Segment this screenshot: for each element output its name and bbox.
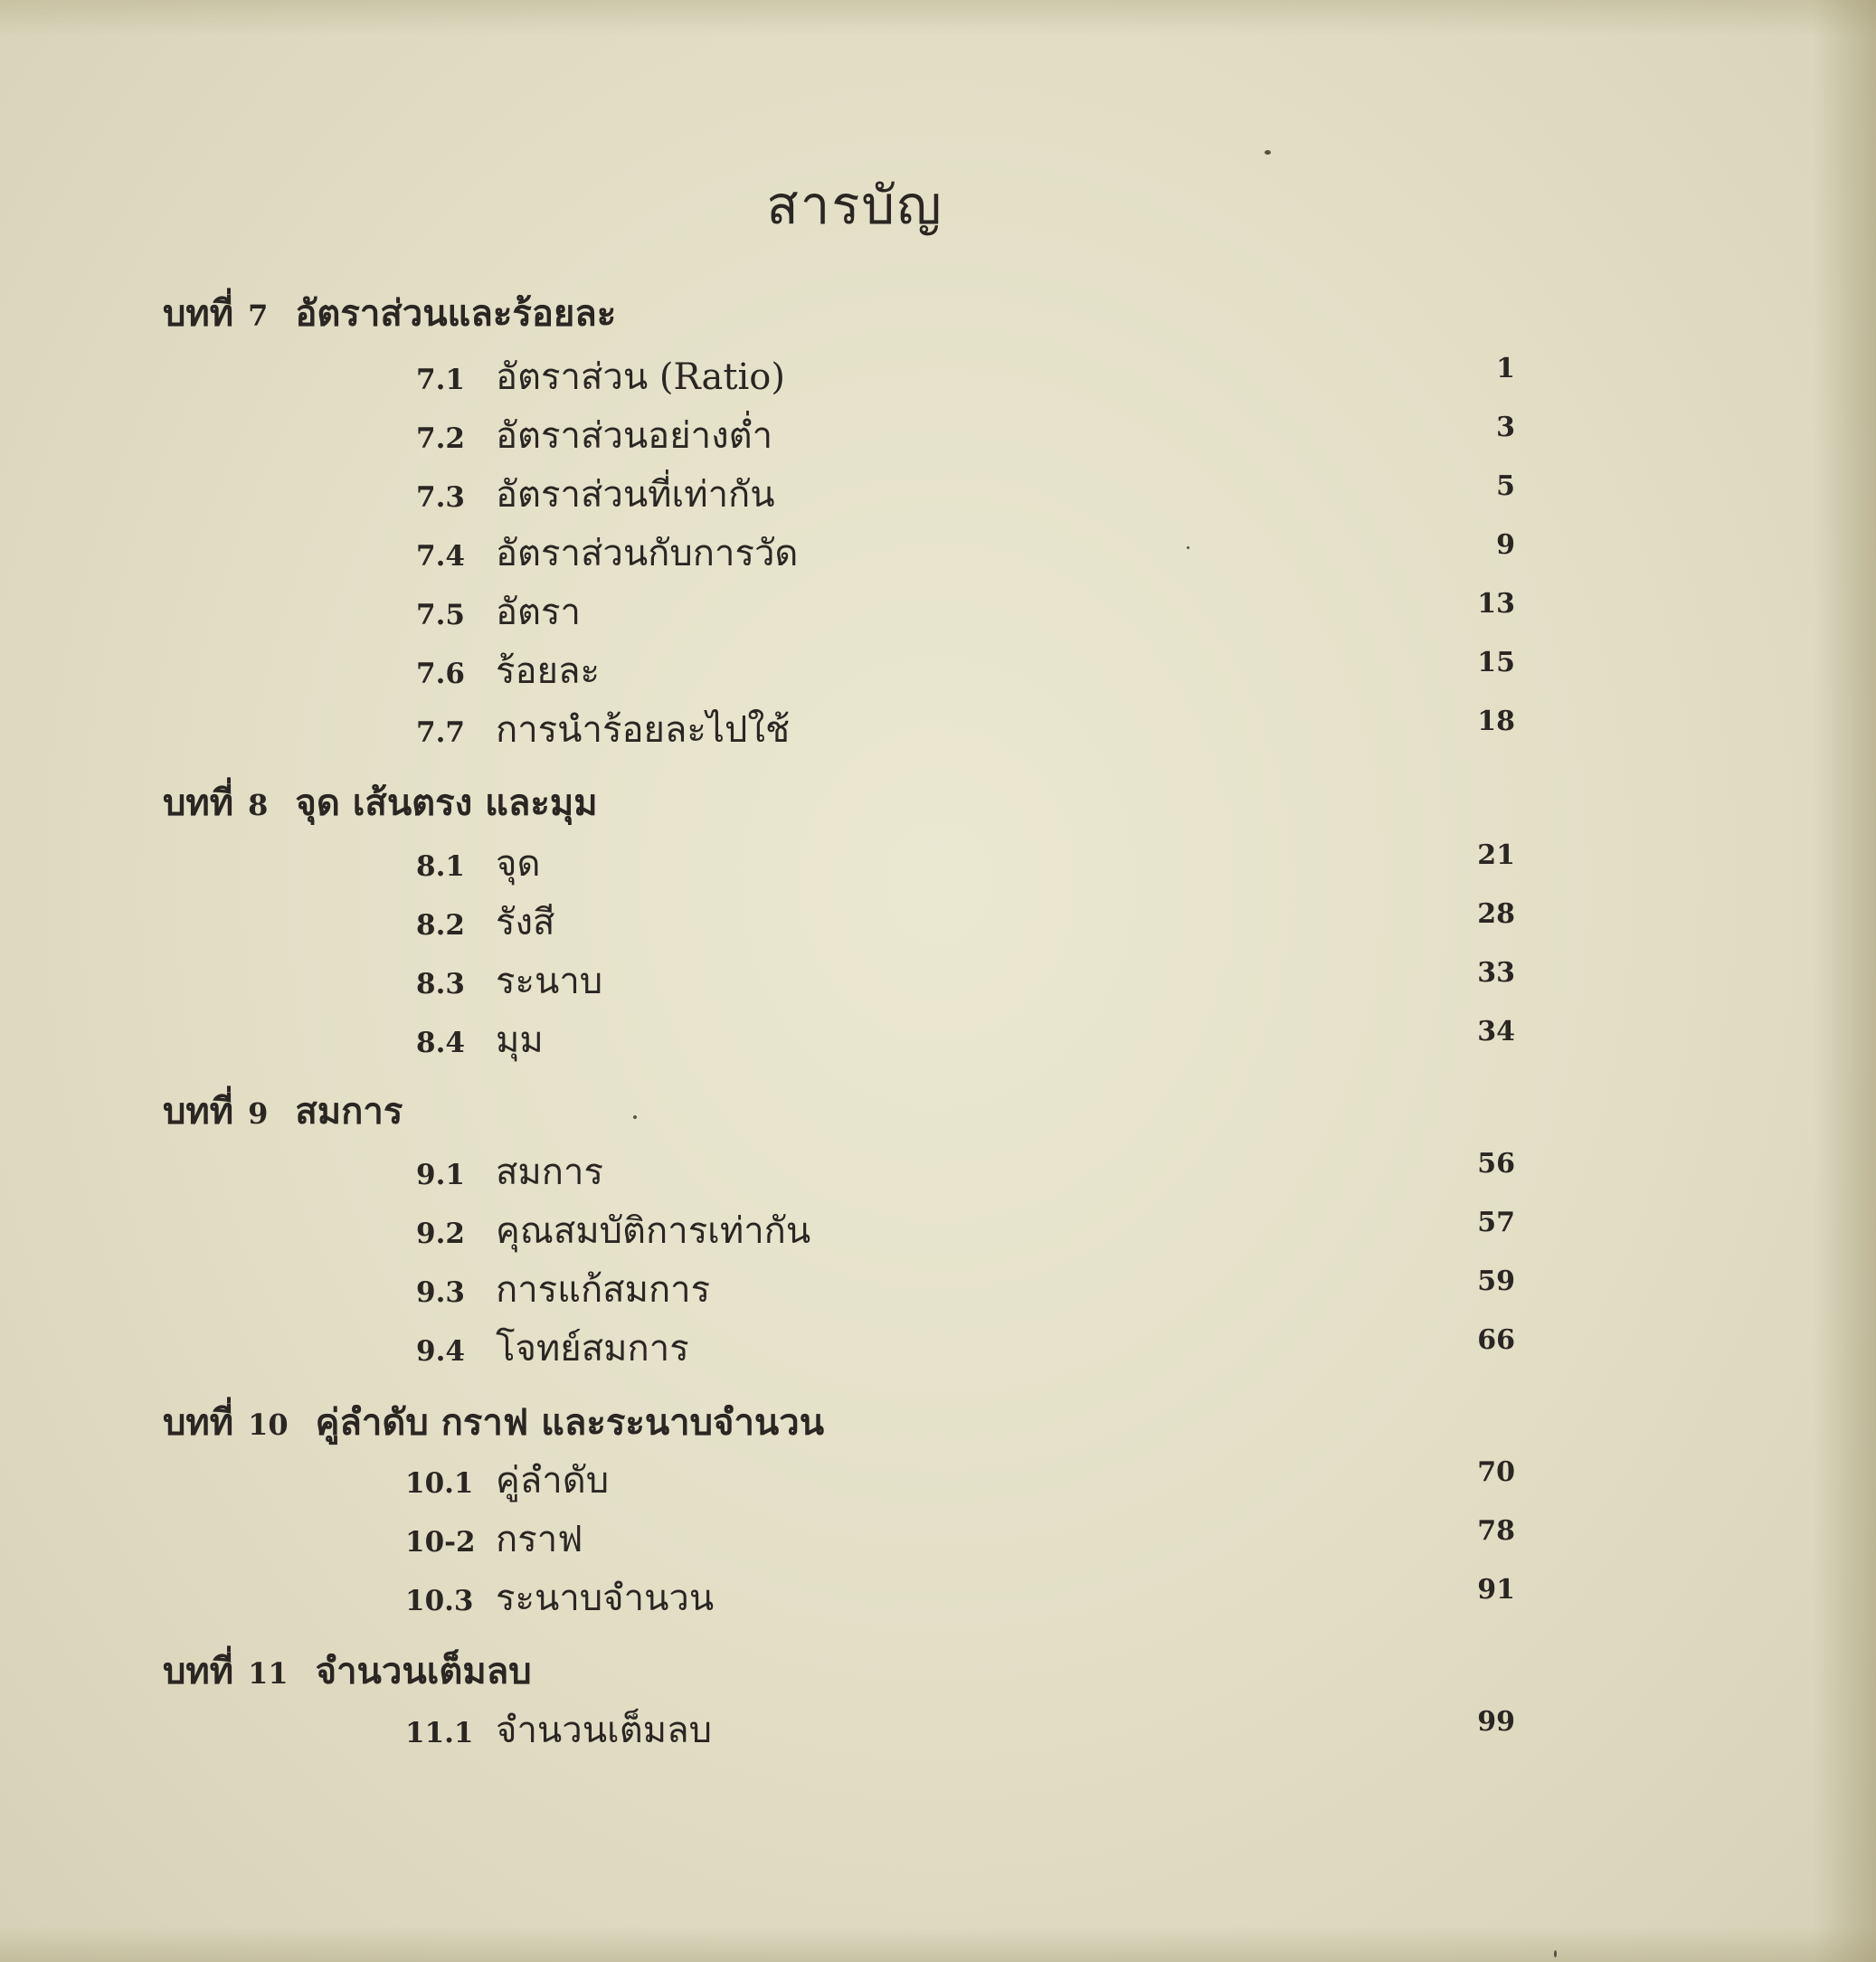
- toc-entry: [416, 524, 1515, 582]
- chapter-number: 10: [248, 1408, 289, 1442]
- section-title: การนำร้อยละไปใช้: [496, 709, 791, 751]
- chapter-heading: [163, 284, 616, 342]
- toc-entry: [416, 347, 1515, 405]
- section-number: 9.4: [416, 1335, 465, 1368]
- page-number: 34: [1477, 1016, 1515, 1047]
- section-title: อัตราส่วนอย่างต่ำ: [496, 415, 773, 457]
- chapter-heading: [163, 1082, 403, 1140]
- toc-entry: [416, 834, 1515, 892]
- section-number: 7.3: [416, 481, 465, 514]
- section-number: 7.2: [416, 422, 465, 455]
- section-title: ระนาบ: [496, 961, 603, 1002]
- section-title: อัตราส่วนกับการวัด: [496, 533, 799, 574]
- page-number: 33: [1477, 957, 1515, 989]
- section-number: 10-2: [405, 1526, 476, 1559]
- chapter-label: บทที่: [163, 1650, 234, 1692]
- chapter-title: อัตราส่วนและร้อยละ: [295, 292, 617, 335]
- toc-entry: [416, 952, 1515, 1009]
- section-title: ระนาบจำนวน: [496, 1578, 715, 1619]
- chapter-title: คู่ลำดับ กราฟ และระนาบจำนวน: [315, 1401, 825, 1444]
- section-title: อัตรา: [496, 592, 581, 633]
- section-title: อัตราส่วน (Ratio): [496, 356, 785, 398]
- chapter-label: บทที่: [163, 292, 234, 335]
- page-number: 13: [1477, 588, 1515, 620]
- section-title: สมการ: [496, 1152, 603, 1193]
- toc-entry: [416, 1142, 1515, 1200]
- page-number: 15: [1477, 647, 1515, 678]
- chapter-number: 7: [248, 299, 269, 333]
- toc-entry: [416, 465, 1515, 523]
- toc-entry: [405, 1701, 1515, 1758]
- page-number: 78: [1477, 1515, 1515, 1547]
- chapter-heading: [163, 773, 598, 831]
- page-number: 28: [1477, 898, 1515, 930]
- section-number: 7.7: [416, 716, 465, 749]
- page-number: 18: [1477, 706, 1515, 737]
- chapter-title: จำนวนเต็มลบ: [315, 1650, 532, 1692]
- chapter-label: บทที่: [163, 1401, 234, 1444]
- section-number: 9.2: [416, 1218, 465, 1250]
- page-number: 70: [1477, 1456, 1515, 1488]
- section-number: 7.4: [416, 540, 465, 573]
- toc-entry: [416, 893, 1515, 951]
- toc-entry: [416, 583, 1515, 640]
- page-number: 9: [1496, 529, 1515, 561]
- section-title: จำนวนเต็มลบ: [496, 1710, 712, 1751]
- section-title: มุม: [496, 1019, 544, 1061]
- chapter-title: จุด เส้นตรง และมุม: [295, 782, 598, 824]
- chapter-number: 11: [248, 1656, 289, 1691]
- toc-entry: [416, 1201, 1515, 1259]
- section-title: คู่ลำดับ: [496, 1460, 610, 1502]
- section-number: 10.3: [405, 1585, 474, 1617]
- chapter-heading: [163, 1642, 532, 1700]
- toc-entry: [416, 641, 1515, 699]
- chapter-number: 8: [248, 788, 269, 822]
- toc-entry: [416, 1319, 1515, 1377]
- chapter-heading: [163, 1393, 824, 1451]
- section-title: การแก้สมการ: [496, 1269, 711, 1311]
- page-number: 99: [1477, 1706, 1515, 1738]
- section-number: 8.3: [416, 968, 465, 1000]
- section-title: กราฟ: [496, 1519, 583, 1560]
- section-number: 10.1: [405, 1467, 474, 1500]
- page-number: 57: [1477, 1207, 1515, 1238]
- section-title: ร้อยละ: [496, 650, 600, 692]
- page-number: 66: [1477, 1324, 1515, 1356]
- toc-entry: [405, 1510, 1515, 1568]
- section-number: 8.4: [416, 1027, 465, 1059]
- section-number: 7.1: [416, 364, 465, 396]
- page-title: สารบัญ: [766, 175, 943, 236]
- toc-entry: [416, 1260, 1515, 1318]
- page-number: 59: [1477, 1265, 1515, 1297]
- page-number: 5: [1496, 470, 1515, 502]
- section-number: 11.1: [405, 1717, 474, 1749]
- section-number: 7.6: [416, 658, 465, 690]
- section-number: 9.3: [416, 1276, 465, 1309]
- page-number: 91: [1477, 1574, 1515, 1606]
- section-number: 7.5: [416, 599, 465, 631]
- section-number: 8.1: [416, 850, 465, 883]
- section-number: 8.2: [416, 909, 465, 942]
- section-title: รังสี: [496, 902, 555, 943]
- chapter-label: บทที่: [163, 1090, 234, 1133]
- page-number: 56: [1477, 1148, 1515, 1180]
- toc-entry: [416, 1010, 1515, 1068]
- chapter-title: สมการ: [295, 1090, 403, 1133]
- toc-entry: [405, 1569, 1515, 1626]
- section-title: อัตราส่วนที่เท่ากัน: [496, 474, 775, 516]
- page-number: 1: [1496, 353, 1515, 384]
- toc-entry: [416, 700, 1515, 758]
- chapter-number: 9: [248, 1096, 269, 1131]
- toc-entry: [416, 406, 1515, 464]
- page-number: 21: [1477, 839, 1515, 871]
- section-title: คุณสมบัติการเท่ากัน: [496, 1210, 811, 1252]
- page-number: 3: [1496, 412, 1515, 443]
- chapter-label: บทที่: [163, 782, 234, 824]
- section-title: จุด: [496, 843, 541, 885]
- toc-entry: [405, 1451, 1515, 1509]
- section-number: 9.1: [416, 1159, 465, 1191]
- section-title: โจทย์สมการ: [496, 1328, 689, 1370]
